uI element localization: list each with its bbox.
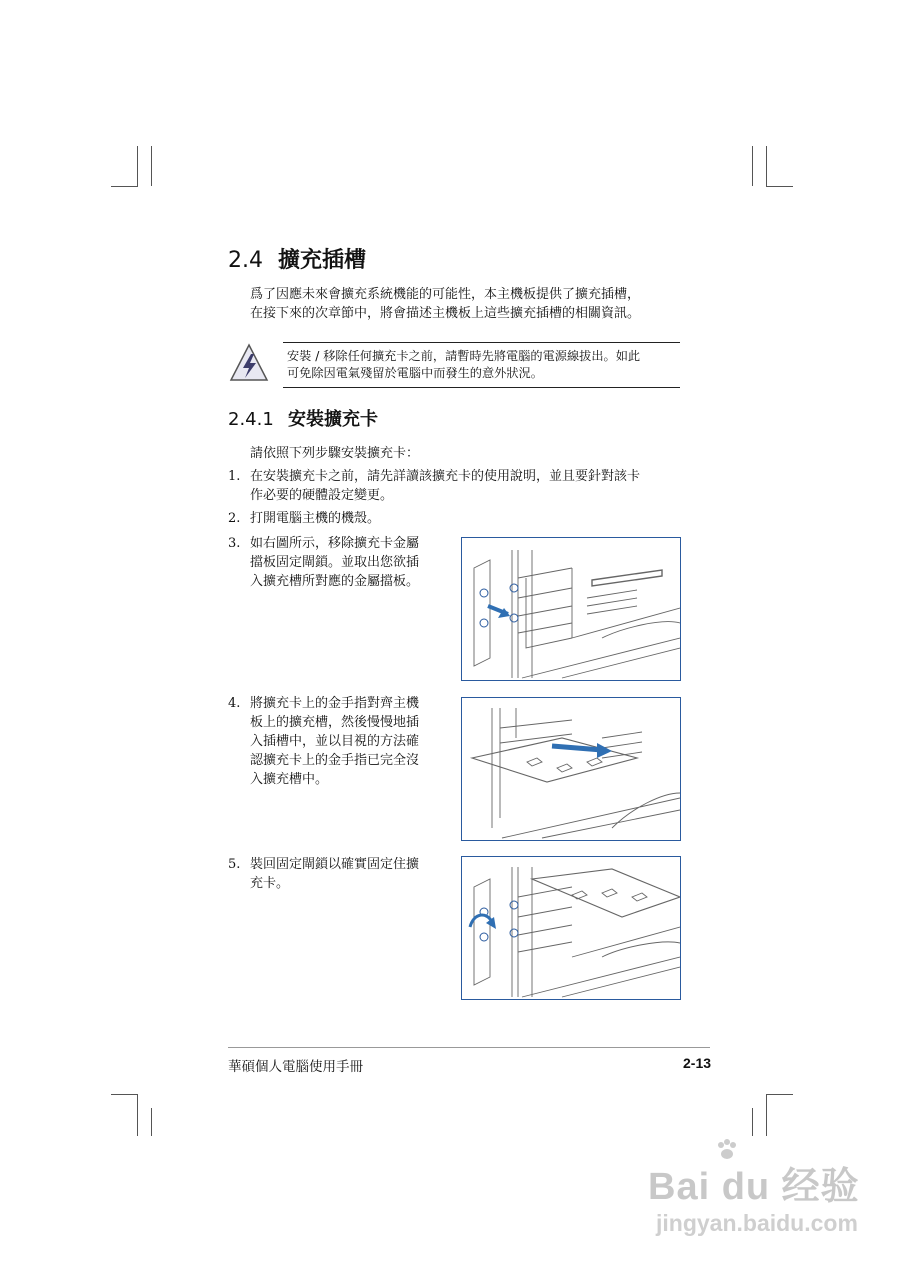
crop-mark	[111, 1094, 138, 1095]
subsection-heading	[228, 405, 378, 431]
subsection-number: 2.4.1	[228, 409, 274, 430]
step-number: 5.	[228, 857, 241, 872]
figure-reinstall-lock	[461, 856, 681, 1000]
crop-mark	[766, 186, 793, 187]
chassis-illustration	[462, 538, 680, 680]
crop-mark	[151, 146, 152, 186]
crop-mark	[766, 1094, 767, 1136]
watermark-logo	[648, 1155, 860, 1210]
step-line: 打開電腦主機的機殼。	[250, 511, 381, 526]
crop-mark	[137, 1094, 138, 1136]
intro-paragraph	[250, 285, 690, 323]
step-number: 3.	[228, 536, 241, 551]
watermark-url: jingyan.baidu.com	[656, 1210, 858, 1236]
footer-rule	[228, 1047, 710, 1048]
watermark-brand: Bai du 经验	[648, 1166, 860, 1208]
step-line: 將擴充卡上的金手指對齊主機	[250, 696, 420, 711]
intro-line: 爲了因應未來會擴充系統機能的可能性，本主機板提供了擴充插槽，	[250, 287, 641, 302]
step-number: 1.	[228, 469, 241, 484]
step-number: 2.	[228, 511, 241, 526]
step-line: 擋板固定閘鎖。並取出您欲插	[250, 555, 420, 570]
crop-mark	[752, 146, 753, 186]
warning-line: 可免除因電氣殘留於電腦中而發生的意外狀況。	[287, 366, 543, 380]
crop-mark	[137, 146, 138, 186]
steps-intro: 請依照下列步驟安裝擴充卡：	[250, 446, 420, 461]
crop-mark	[111, 186, 138, 187]
step-line: 入擴充槽所對應的金屬擋板。	[250, 574, 420, 589]
step-line: 入擴充槽中。	[250, 772, 329, 787]
figure-insert-card	[461, 697, 681, 841]
step-line: 入插槽中，並以目視的方法確	[250, 734, 420, 749]
step-line: 裝回固定閘鎖以確實固定住擴	[250, 857, 420, 872]
lightning-warning-icon	[228, 342, 270, 384]
step-line: 如右圖所示，移除擴充卡金屬	[250, 536, 420, 551]
section-number: 2.4	[228, 248, 263, 273]
step-line: 充卡。	[250, 876, 290, 891]
section-title: 擴充插槽	[278, 248, 367, 273]
warning-text	[287, 348, 677, 382]
step-line: 板上的擴充槽，然後慢慢地插	[250, 715, 420, 730]
warning-line: 安裝 / 移除任何擴充卡之前，請暫時先將電腦的電源線拔出。如此	[287, 349, 641, 363]
crop-mark	[752, 1108, 753, 1136]
footer-manual-title: 華碩個人電腦使用手冊	[228, 1059, 363, 1075]
step-number: 4.	[228, 696, 241, 711]
intro-line: 在接下來的次章節中，將會描述主機板上這些擴充插槽的相關資訊。	[250, 306, 641, 321]
crop-mark	[151, 1108, 152, 1136]
chassis-illustration	[462, 857, 680, 999]
step-line: 認擴充卡上的金手指已完全沒	[250, 753, 420, 768]
step-line: 作必要的硬體設定變更。	[250, 488, 394, 503]
section-heading	[228, 243, 366, 274]
chassis-illustration	[462, 698, 680, 840]
figure-remove-bracket	[461, 537, 681, 681]
step-line: 在安裝擴充卡之前，請先詳讀該擴充卡的使用說明，並且要針對該卡	[250, 469, 641, 484]
subsection-title: 安裝擴充卡	[288, 409, 378, 430]
footer-page-number: 2-13	[683, 1055, 712, 1071]
paw-icon	[716, 1139, 738, 1161]
crop-mark	[766, 146, 767, 186]
crop-mark	[766, 1094, 793, 1095]
